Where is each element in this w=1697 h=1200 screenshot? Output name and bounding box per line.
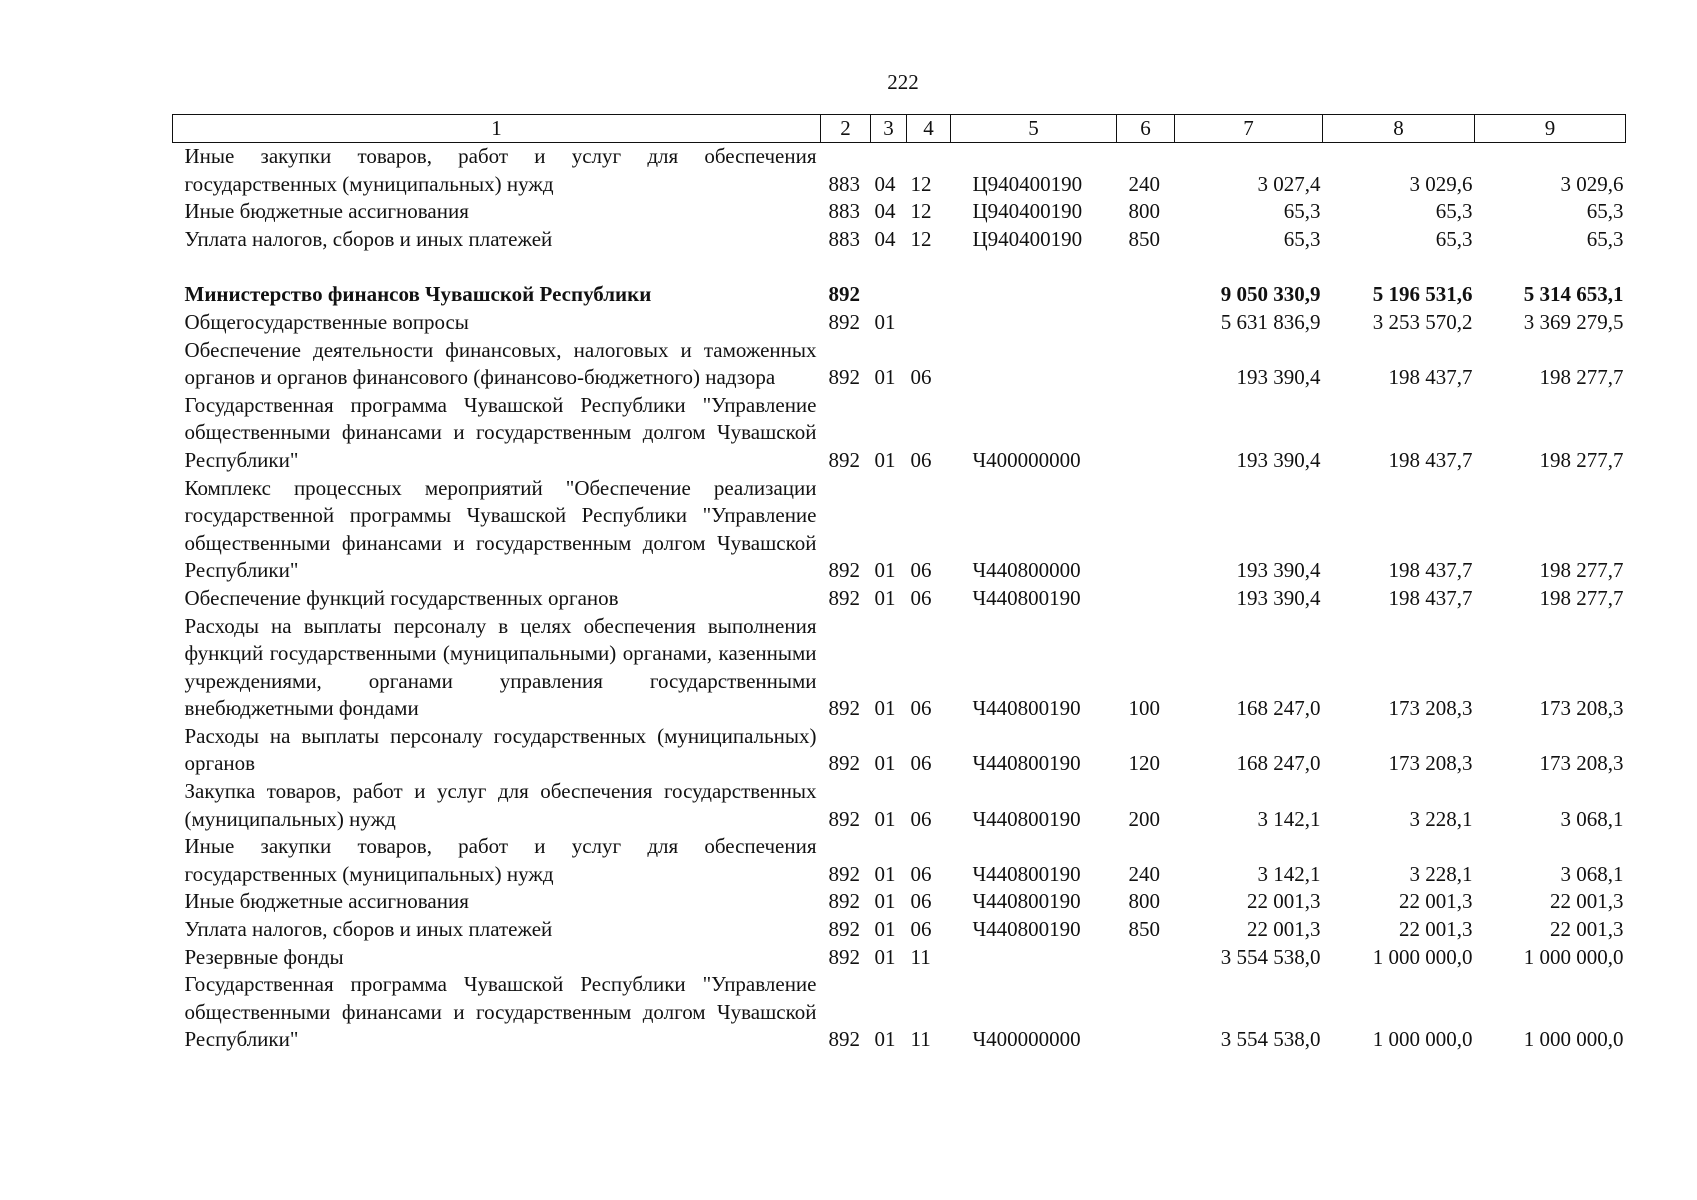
cell-target-article: Ч440800190 xyxy=(972,917,1081,942)
cell-target-article xyxy=(951,309,1117,337)
cell-subsection-code: 06 xyxy=(910,889,932,914)
cell-amount-col9: 22 001,3 xyxy=(1550,917,1624,942)
cell-subsection-code: 12 xyxy=(910,226,932,251)
cell-amount-col7: 193 390,4 xyxy=(1236,365,1321,390)
row-name: Расходы на выплаты персоналу государственных (муниципальных) органов xyxy=(184,723,817,776)
cell-subsection-code xyxy=(907,309,951,337)
cell-amount-col9: 3 369 279,5 xyxy=(1523,309,1624,334)
row-name: Государственная программа Чувашской Республики "Управление общественными финансами и государственным долгом Чувашской Республики" xyxy=(184,972,817,1052)
cell-amount-col8: 198 437,7 xyxy=(1388,447,1473,472)
cell-amount-col9: 173 208,3 xyxy=(1539,751,1624,776)
cell-ministry-code: 892 xyxy=(828,944,860,969)
cell-section-code: 04 xyxy=(874,226,896,251)
column-header: 7 xyxy=(1175,115,1323,143)
cell-section-code: 01 xyxy=(874,944,896,969)
cell-amount-col8: 22 001,3 xyxy=(1399,917,1473,942)
column-header: 4 xyxy=(907,115,951,143)
table-row xyxy=(173,888,1626,916)
cell-ministry-code: 892 xyxy=(828,751,860,776)
cell-ministry-code: 892 xyxy=(828,558,860,583)
cell-target-article: Ц940400190 xyxy=(972,171,1083,196)
cell-target-article xyxy=(951,337,1117,392)
cell-section-code: 01 xyxy=(874,585,896,610)
row-name: Иные закупки товаров, работ и услуг для обеспечения государственных (муниципальных) нужд xyxy=(184,834,817,886)
cell-section-code: 01 xyxy=(874,558,896,583)
cell-expense-type xyxy=(1117,392,1175,475)
cell-amount-col7: 3 027,4 xyxy=(1257,171,1321,196)
cell-subsection-code: 06 xyxy=(910,447,932,472)
cell-amount-col7: 3 554 538,0 xyxy=(1220,1027,1321,1052)
table-row xyxy=(173,392,1626,475)
cell-expense-type xyxy=(1117,475,1175,585)
cell-expense-type: 240 xyxy=(1128,861,1160,886)
cell-amount-col8: 1 000 000,0 xyxy=(1372,1027,1473,1052)
row-name: Государственная программа Чувашской Республики "Управление общественными финансами и государственным долгом Чувашской Республики" xyxy=(184,392,817,472)
row-name: Иные закупки товаров, работ и услуг для обеспечения государственных (муниципальных) нужд xyxy=(184,144,817,196)
table-row xyxy=(173,475,1626,585)
table-row xyxy=(173,613,1626,723)
cell-section-code: 01 xyxy=(874,309,896,334)
table-body xyxy=(173,143,1626,1055)
cell-target-article: Ч400000000 xyxy=(972,1027,1081,1052)
table-row xyxy=(173,198,1626,226)
cell-section-code: 01 xyxy=(874,751,896,776)
cell-amount-col9: 3 029,6 xyxy=(1560,171,1624,196)
cell-amount-col7: 9 050 330,9 xyxy=(1220,282,1321,307)
cell-ministry-code: 892 xyxy=(828,889,860,914)
cell-amount-col7: 65,3 xyxy=(1283,226,1321,251)
cell-amount-col9: 198 277,7 xyxy=(1539,585,1624,610)
cell-expense-type: 800 xyxy=(1128,889,1160,914)
cell-amount-col9: 198 277,7 xyxy=(1539,447,1624,472)
cell-amount-col7: 65,3 xyxy=(1283,199,1321,224)
cell-amount-col9: 1 000 000,0 xyxy=(1523,944,1624,969)
column-header: 3 xyxy=(871,115,907,143)
cell-expense-type xyxy=(1117,585,1175,613)
table-row xyxy=(173,337,1626,392)
cell-section-code: 01 xyxy=(874,917,896,942)
page-number: 222 xyxy=(887,70,919,94)
cell-amount-col8: 198 437,7 xyxy=(1388,365,1473,390)
cell-amount-col9: 198 277,7 xyxy=(1539,558,1624,583)
cell-ministry-code: 892 xyxy=(828,696,860,721)
cell-amount-col9: 3 068,1 xyxy=(1560,806,1624,831)
cell-expense-type xyxy=(1117,971,1175,1054)
cell-ministry-code: 892 xyxy=(828,309,860,334)
cell-target-article xyxy=(951,944,1117,972)
cell-section-code: 01 xyxy=(874,365,896,390)
table-row xyxy=(173,281,1626,309)
cell-ministry-code: 883 xyxy=(828,199,860,224)
cell-amount-col7: 22 001,3 xyxy=(1247,917,1321,942)
cell-amount-col7: 22 001,3 xyxy=(1247,889,1321,914)
cell-section-code: 01 xyxy=(874,696,896,721)
header-row xyxy=(173,115,1626,143)
cell-expense-type: 100 xyxy=(1128,696,1160,721)
cell-subsection-code: 12 xyxy=(910,199,932,224)
cell-target-article: Ц940400190 xyxy=(972,226,1083,251)
cell-amount-col9: 65,3 xyxy=(1586,226,1624,251)
spacer-cell xyxy=(173,253,1626,281)
budget-table xyxy=(172,114,1626,1054)
row-name: Общегосударственные вопросы xyxy=(184,309,469,334)
cell-expense-type: 850 xyxy=(1128,226,1160,251)
cell-amount-col7: 3 554 538,0 xyxy=(1220,944,1321,969)
table-row xyxy=(173,143,1626,199)
cell-subsection-code: 11 xyxy=(910,944,931,969)
column-header: 8 xyxy=(1323,115,1475,143)
row-name: Министерство финансов Чувашской Республики xyxy=(184,282,652,307)
cell-target-article: Ч440800000 xyxy=(972,558,1081,583)
cell-section-code: 01 xyxy=(874,447,896,472)
cell-target-article: Ч440800190 xyxy=(972,585,1081,610)
row-name: Обеспечение функций государственных органов xyxy=(184,585,619,610)
cell-amount-col7: 193 390,4 xyxy=(1236,585,1321,610)
cell-amount-col8: 173 208,3 xyxy=(1388,751,1473,776)
cell-section-code: 04 xyxy=(874,171,896,196)
cell-section-code xyxy=(871,281,907,309)
cell-section-code: 01 xyxy=(874,889,896,914)
cell-amount-col7: 3 142,1 xyxy=(1257,861,1321,886)
table-row xyxy=(173,585,1626,613)
cell-target-article: Ч440800190 xyxy=(972,696,1081,721)
cell-ministry-code: 892 xyxy=(828,282,860,307)
cell-amount-col9: 65,3 xyxy=(1586,199,1624,224)
cell-amount-col7: 193 390,4 xyxy=(1236,558,1321,583)
cell-expense-type xyxy=(1117,944,1175,972)
cell-ministry-code: 892 xyxy=(828,1027,860,1052)
cell-amount-col8: 198 437,7 xyxy=(1388,585,1473,610)
cell-target-article: Ц940400190 xyxy=(972,199,1083,224)
cell-amount-col8: 65,3 xyxy=(1435,199,1473,224)
row-name: Закупка товаров, работ и услуг для обеспечения государственных (муниципальных) нужд xyxy=(184,779,817,831)
cell-subsection-code: 06 xyxy=(910,558,932,583)
table-row xyxy=(173,309,1626,337)
table-row-spacer xyxy=(173,253,1626,281)
cell-target-article: Ч400000000 xyxy=(972,447,1081,472)
cell-target-article: Ч440800190 xyxy=(972,806,1081,831)
cell-amount-col8: 65,3 xyxy=(1435,226,1473,251)
cell-subsection-code: 12 xyxy=(910,171,932,196)
cell-subsection-code: 06 xyxy=(910,806,932,831)
cell-amount-col9: 1 000 000,0 xyxy=(1523,1027,1624,1052)
cell-section-code: 01 xyxy=(874,1027,896,1052)
row-name: Резервные фонды xyxy=(184,944,344,969)
cell-expense-type: 240 xyxy=(1128,171,1160,196)
cell-ministry-code: 892 xyxy=(828,861,860,886)
row-name: Уплата налогов, сборов и иных платежей xyxy=(184,226,553,251)
table-row xyxy=(173,226,1626,254)
cell-amount-col8: 3 029,6 xyxy=(1409,171,1473,196)
cell-ministry-code: 892 xyxy=(828,917,860,942)
cell-amount-col7: 193 390,4 xyxy=(1236,447,1321,472)
cell-amount-col8: 3 228,1 xyxy=(1409,861,1473,886)
row-name: Комплекс процессных мероприятий "Обеспечение реализации государственной программы Чувашской Республики "Управление общественными финансами и государственным долгом Чувашской Республики" xyxy=(184,475,817,583)
cell-subsection-code: 06 xyxy=(910,751,932,776)
table-header xyxy=(173,115,1626,143)
cell-target-article xyxy=(951,281,1117,309)
cell-expense-type: 200 xyxy=(1128,806,1160,831)
cell-amount-col9: 198 277,7 xyxy=(1539,365,1624,390)
cell-amount-col8: 198 437,7 xyxy=(1388,558,1473,583)
cell-expense-type xyxy=(1117,281,1175,309)
cell-section-code: 04 xyxy=(874,199,896,224)
table-row xyxy=(173,833,1626,888)
cell-amount-col8: 22 001,3 xyxy=(1399,889,1473,914)
cell-expense-type xyxy=(1117,337,1175,392)
cell-amount-col8: 173 208,3 xyxy=(1388,696,1473,721)
cell-amount-col9: 22 001,3 xyxy=(1550,889,1624,914)
column-header: 2 xyxy=(821,115,871,143)
cell-expense-type xyxy=(1117,309,1175,337)
row-name: Иные бюджетные ассигнования xyxy=(184,889,469,914)
cell-subsection-code: 06 xyxy=(910,365,932,390)
cell-amount-col8: 3 253 570,2 xyxy=(1372,309,1473,334)
cell-amount-col7: 3 142,1 xyxy=(1257,806,1321,831)
cell-section-code: 01 xyxy=(874,806,896,831)
row-name: Уплата налогов, сборов и иных платежей xyxy=(184,917,553,942)
cell-expense-type: 120 xyxy=(1128,751,1160,776)
cell-subsection-code: 11 xyxy=(910,1027,931,1052)
cell-subsection-code: 06 xyxy=(910,861,932,886)
cell-target-article: Ч440800190 xyxy=(972,751,1081,776)
cell-subsection-code: 06 xyxy=(910,917,932,942)
column-header: 9 xyxy=(1475,115,1626,143)
table-row xyxy=(173,916,1626,944)
cell-target-article: Ч440800190 xyxy=(972,889,1081,914)
cell-section-code: 01 xyxy=(874,861,896,886)
cell-amount-col9: 173 208,3 xyxy=(1539,696,1624,721)
cell-amount-col7: 5 631 836,9 xyxy=(1220,309,1321,334)
table-row xyxy=(173,944,1626,972)
cell-amount-col9: 5 314 653,1 xyxy=(1523,282,1624,307)
cell-amount-col7: 168 247,0 xyxy=(1236,696,1321,721)
cell-amount-col9: 3 068,1 xyxy=(1560,861,1624,886)
cell-amount-col8: 1 000 000,0 xyxy=(1372,944,1473,969)
cell-amount-col7: 168 247,0 xyxy=(1236,751,1321,776)
column-header: 6 xyxy=(1117,115,1175,143)
cell-target-article: Ч440800190 xyxy=(972,861,1081,886)
table-row xyxy=(173,778,1626,833)
cell-expense-type: 850 xyxy=(1128,917,1160,942)
row-name: Обеспечение деятельности финансовых, налоговых и таможенных органов и органов финансового (финансово-бюджетного) надзора xyxy=(184,337,817,390)
cell-expense-type: 800 xyxy=(1128,199,1160,224)
cell-amount-col8: 5 196 531,6 xyxy=(1372,282,1473,307)
cell-ministry-code: 892 xyxy=(828,447,860,472)
column-header: 5 xyxy=(951,115,1117,143)
cell-ministry-code: 883 xyxy=(828,226,860,251)
cell-subsection-code: 06 xyxy=(910,696,932,721)
row-name: Иные бюджетные ассигнования xyxy=(184,199,469,224)
cell-ministry-code: 892 xyxy=(828,806,860,831)
row-name: Расходы на выплаты персоналу в целях обеспечения выполнения функций государственными (муниципальными) органами, казенными учреждениями, органами управления государственными внебюджетными фондами xyxy=(184,613,817,721)
column-header: 1 xyxy=(173,115,821,143)
cell-subsection-code: 06 xyxy=(910,585,932,610)
cell-ministry-code: 892 xyxy=(828,365,860,390)
cell-amount-col8: 3 228,1 xyxy=(1409,806,1473,831)
cell-subsection-code xyxy=(907,281,951,309)
table-row xyxy=(173,971,1626,1054)
table-row xyxy=(173,723,1626,778)
cell-ministry-code: 892 xyxy=(828,585,860,610)
cell-ministry-code: 883 xyxy=(828,171,860,196)
